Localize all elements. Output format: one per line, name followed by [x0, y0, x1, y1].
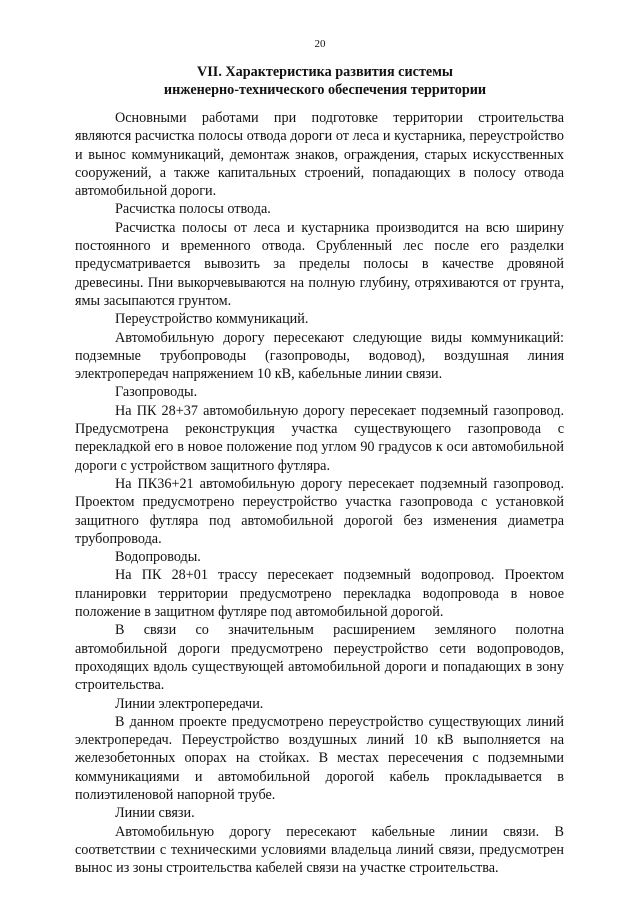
paragraph-power: В данном проекте предусмотрено переустройство существующих линий электропередач. Переустройство воздушных линий 10 кВ выполняется на железобетонных опорах на стойках. В местах пересечения с подземными коммуникациями и автомобильной дорогой кабель прокладывается в полиэтиленовой напорной трубе. — [75, 713, 564, 803]
heading-power: Линии электропередачи. — [115, 695, 264, 712]
heading-water: Водопроводы. — [115, 549, 201, 566]
heading-utilities: Переустройство коммуникаций. — [115, 311, 309, 328]
paragraph-clearing: Расчистка полосы от леса и кустарника производится на всю ширину постоянного и временного отвода. Срубленный лес после его разделки предусматривается вывозить за пределы полосы в качестве дровяной древесины. Пни выкорчевываются на полную глубину, отряхиваются от грунта, ямы засыпаются грунтом. — [75, 219, 564, 309]
document-body — [75, 109, 564, 877]
paragraph-telecom: Автомобильную дорогу пересекают кабельные линии связи. В соответствии с техническими условиями владельца линий связи, предусмотрен вынос из зоны строительства кабелей связи на участке строительства. — [75, 823, 564, 877]
paragraph-gas-pk2837: На ПК 28+37 автомобильную дорогу пересекает подземный газопровод. Предусмотрена реконструкция участка существующего газопровода с перекладкой его в новое положение под углом 90 градусов к оси автомобильной дороги с устройством защитного футляра. — [75, 402, 564, 474]
section-title — [75, 63, 575, 99]
section-title-line-2: инженерно-технического обеспечения территории — [163, 82, 487, 98]
paragraph-utilities: Автомобильную дорогу пересекают следующие виды коммуникаций: подземные трубопроводы (газопроводы, водовод), воздушная линия электропередач напряжением 10 кВ, кабельные линии связи. — [75, 329, 564, 383]
heading-gas: Газопроводы. — [115, 384, 198, 401]
heading-telecom: Линии связи. — [115, 805, 195, 822]
paragraph-water-network: В связи со значительным расширением земляного полотна автомобильной дороги предусмотрено переустройство сети водопроводов, проходящих вдоль существующей автомобильной дороги и попадающих в зону строительства. — [75, 622, 564, 694]
paragraph-gas-pk3621: На ПК36+21 автомобильную дорогу пересекает подземный газопровод. Проектом предусмотрено переустройство участка газопровода с установкой защитного футляра под автомобильной дорогой без изменения диаметра трубопровода. — [75, 475, 564, 547]
paragraph-intro: Основными работами при подготовке территории строительства являются расчистка полосы отвода дороги от леса и кустарника, переустройство и вынос коммуникаций, демонтаж знаков, ограждения, старых искусственных сооружений, а также капитальных строений, попадающих в полосу отвода автомобильной дороги. — [75, 110, 564, 200]
page-number: 20 — [314, 38, 326, 50]
section-title-line-1: VII. Характеристика развития системы — [197, 64, 453, 80]
paragraph-water-pk2801: На ПК 28+01 трассу пересекает подземный водопровод. Проектом планировки территории предусмотрено перекладка водопровода в новое положение в защитном футляре под автомобильной дорогой. — [75, 567, 564, 621]
heading-clearing: Расчистка полосы отвода. — [115, 201, 271, 218]
